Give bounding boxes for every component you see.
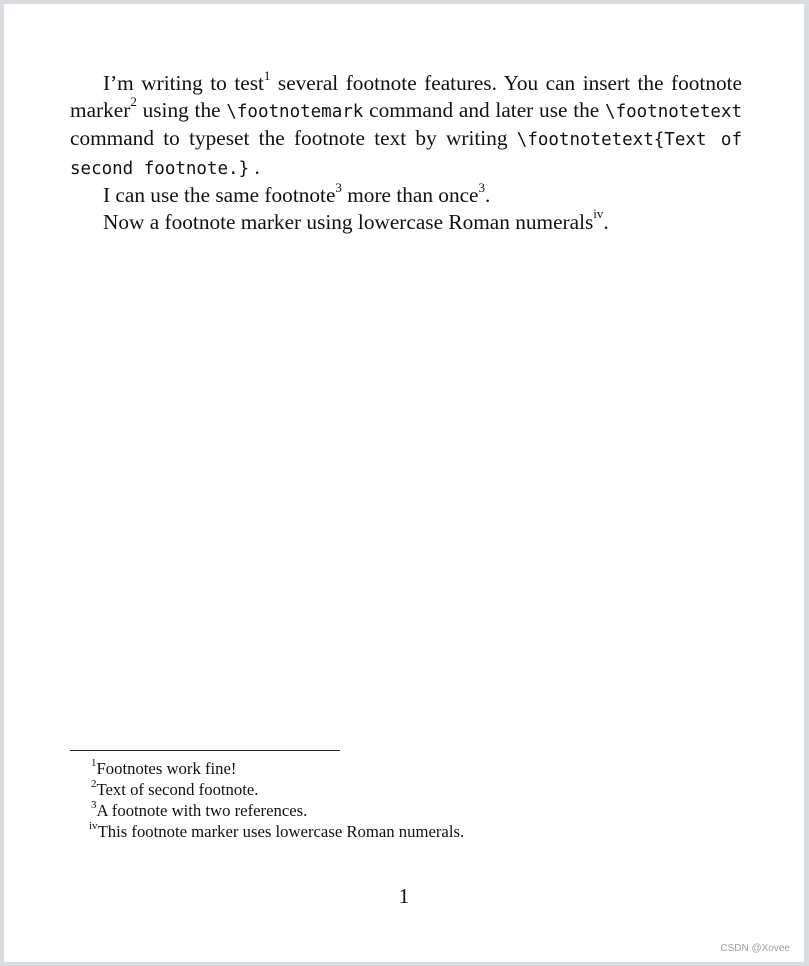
paragraph-3 (70, 206, 742, 236)
text: using the (136, 97, 227, 122)
text: . (249, 154, 260, 179)
footnote-2-text: Text of second footnote. (96, 780, 259, 799)
footnote-3-text: A footnote with two references. (96, 801, 308, 820)
footnote-marker-1[interactable]: 1 (263, 67, 271, 83)
text: I’m writing to test (103, 71, 264, 95)
text: . (485, 183, 491, 207)
paragraph-2 (70, 179, 742, 209)
page-number: 1 (398, 884, 410, 908)
footnote-iv-text: This footnote marker uses lowercase Roman numerals. (97, 822, 465, 841)
text: Now a footnote marker using lowercase Roman numerals (103, 209, 594, 234)
footnote-3-marker: 3 (91, 799, 97, 812)
footnote-3 (70, 800, 742, 821)
footnote-2-marker: 2 (91, 778, 97, 791)
paragraph-1 (70, 67, 742, 182)
text: command and later use the (363, 97, 606, 122)
code-footnotetext: \footnotetext (605, 101, 742, 122)
watermark: CSDN @Xovee (720, 943, 790, 954)
footnote-marker-iv[interactable]: iv (593, 206, 604, 222)
footnote-2 (70, 779, 742, 800)
text: . (603, 209, 609, 234)
code-footnotetext-example: \footnotetext{Text of second footnote.} (70, 130, 742, 179)
document-page (4, 4, 804, 962)
footnote-marker-2[interactable]: 2 (130, 94, 137, 110)
footnote-marker-3-repeat[interactable]: 3 (478, 179, 486, 195)
text: command to typeset the footnote text by writing (70, 126, 517, 150)
footnote-1 (70, 758, 742, 779)
body-text (70, 67, 742, 235)
code-footnotemark: \footnotemark (226, 101, 364, 122)
footnote-rule (70, 750, 340, 751)
footnotes (70, 758, 742, 842)
footnote-iv-marker: iv (89, 820, 98, 833)
text: I can use the same footnote (103, 183, 336, 207)
footnote-marker-3[interactable]: 3 (335, 179, 342, 195)
footnote-iv (70, 821, 742, 842)
text: more than once (341, 183, 479, 207)
text: several footnote features. You can insert the footnote marker (70, 71, 742, 122)
footnote-1-text: Footnotes work fine! (96, 759, 237, 778)
footnote-1-marker: 1 (91, 757, 97, 770)
